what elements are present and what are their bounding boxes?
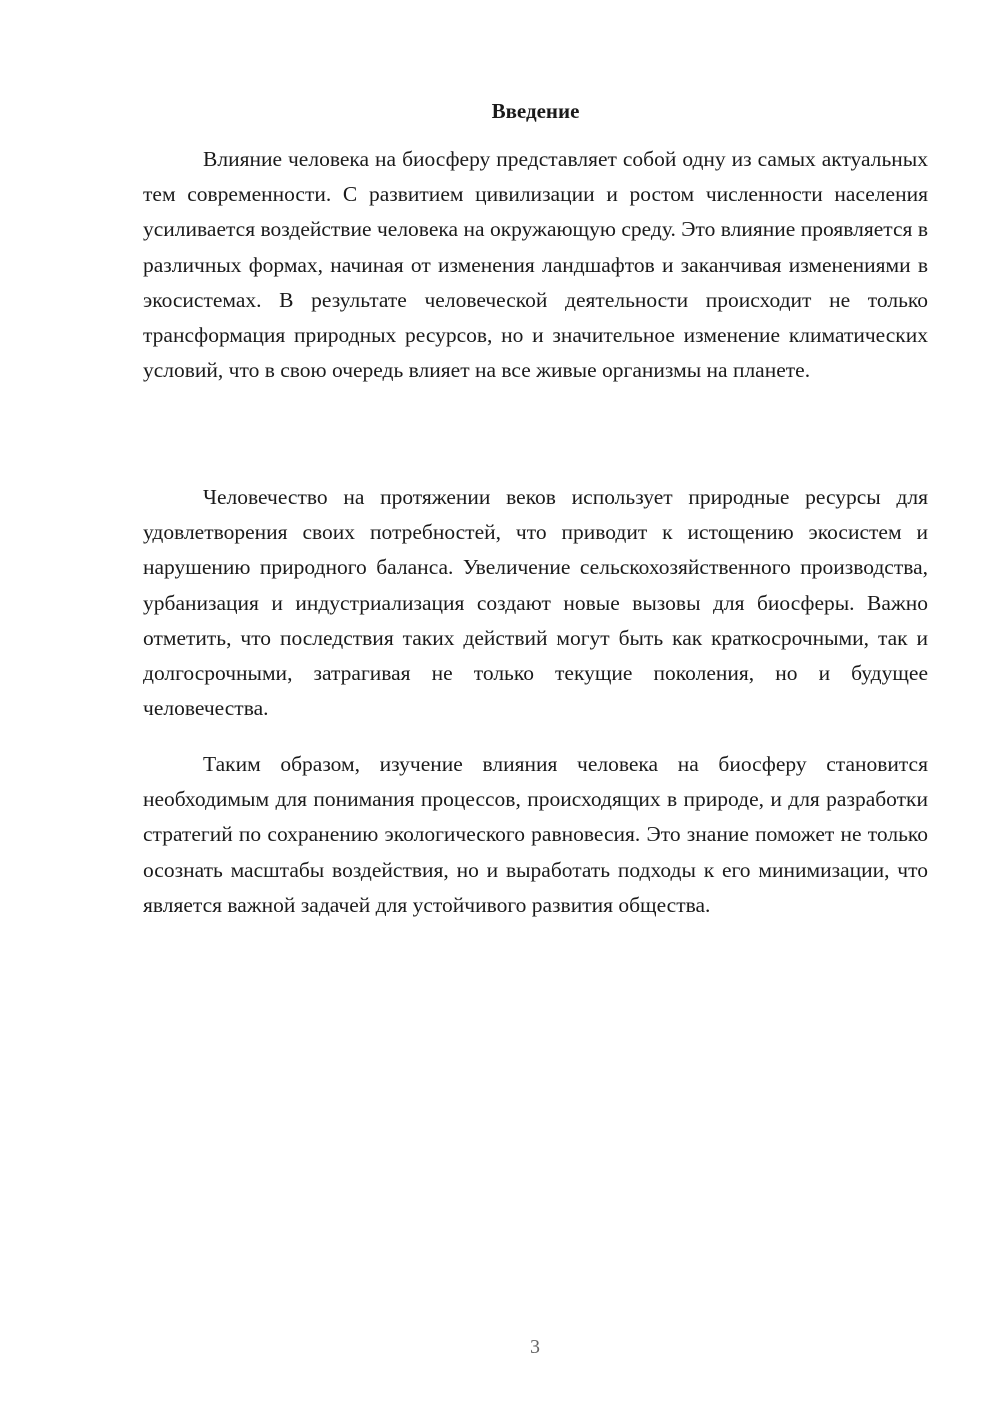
page-number: 3 [530,1336,540,1358]
section-title: Введение [491,99,580,123]
paragraph-resources: Человечество на протяжении веков использует природные ресурсы для удовлетворения своих потребностей, что приводит к истощению экосистем и нарушению природного баланса. Увеличение сельскохозяйственного производства, урбанизация и индустриализация создают новые вызовы для биосферы. Важно отметить, что последствия таких действий могут быть как краткосрочными, так и долгосрочными, затрагивая не только текущие поколения, но и будущее человечества. [143,485,928,721]
paragraph-intro: Влияние человека на биосферу представляет собой одну из самых актуальных тем современности. С развитием цивилизации и ростом численности населения усиливается воздействие человека на окружающую среду. Это влияние проявляется в различных формах, начиная от изменения ландшафтов и заканчивая изменениями в экосистемах. В результате человеческой деятельности происходит не только трансформация природных ресурсов, но и значительное изменение климатических условий, что в свою очередь влияет на все живые организмы на планете. [143,147,928,383]
paragraph-conclusion: Таким образом, изучение влияния человека на биосферу становится необходимым для понимания процессов, происходящих в природе, и для разработки стратегий по сохранению экологического равновесия. Это знание поможет не только осознать масштабы воздействия, но и выработать подходы к его минимизации, что является важной задачей для устойчивого развития общества. [143,752,928,917]
